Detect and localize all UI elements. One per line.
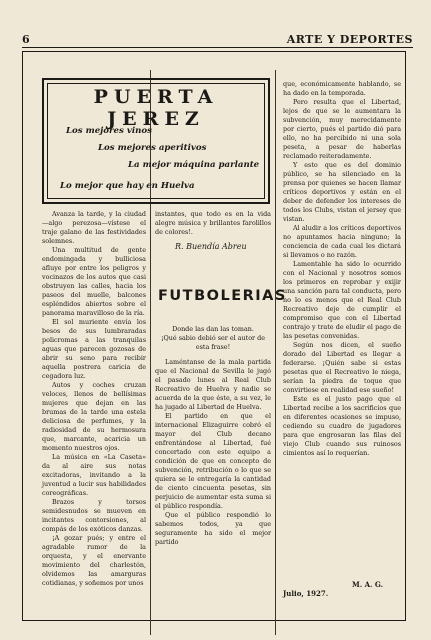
header-rule bbox=[22, 47, 413, 48]
intro-line: Donde las dan las toman. bbox=[172, 325, 254, 333]
page-number: 6 bbox=[22, 33, 30, 46]
right-column-article bbox=[283, 80, 401, 458]
paragraph: que, económicamente hablando, se ha dado en la temporada. bbox=[283, 80, 401, 97]
paragraph: ¡A gozar pués; y entre el agradable rumor de la orquesta, y el enervante movimiento del charlestón, olvidemos las amarguras cotidianas, y soñemos por unos bbox=[42, 534, 146, 587]
paragraph: Laméntanse de la mala partida que el Nacional de Sevilla le jugó el pasado lunes al Real Club Recreativo de Huelva y nadie se acuerda de la que éste, a su vez, le ha jugado al Libertad de Huelva. bbox=[155, 358, 271, 411]
paragraph: El sol muriente envía los besos de sus lumbraradas policromas a las tranquilas aguas que parecen gozosas de abrir su seno para recibir aquella postrera caricia de cegadora luz. bbox=[42, 318, 146, 380]
ad-line-3: La mejor máquina parlante bbox=[128, 160, 260, 170]
ad-line-2: Los mejores aperitivos bbox=[98, 143, 207, 153]
ad-line-1: Los mejores vinos bbox=[66, 126, 152, 136]
paragraph: El partido en que el internacional Elizaguirre cobró el mayor del Club decano enfrentándose al Libertad, fué concertado con este equipo a condición de que en concepto de subvención, retribución o lo que se quiera se le entregaría la cantidad de ciento cincuenta pesetas, sin perjuicio de aumentar esta suma si el público respondía. bbox=[155, 412, 271, 510]
paragraph: Que el público respondió lo sabemos todos, ya que seguramente ha sido el mejor partido bbox=[155, 511, 271, 546]
paragraph: Avanza la tarde, y la ciudad—algo perezosa—vístese el traje galano de las festividades solemnes. bbox=[42, 210, 146, 245]
author-signature: R. Buendía Abreu bbox=[175, 242, 247, 251]
paragraph: instantes, que todo es en la vida alegre música y brillantes farolillos de colores!. bbox=[155, 210, 271, 236]
running-head: ARTE Y DEPORTES bbox=[286, 33, 413, 46]
article-signature: M. A. G. bbox=[352, 580, 384, 589]
futbolerias-title: FUTBOLERIAS bbox=[158, 288, 287, 304]
paragraph: Y esto que es del dominio público, se ha silenciado en la prensa por quienes se hacen llamar críticos deportivos y están en el deber de defender los intereses de todos los Clubs, vistan el jersey que vistan. bbox=[283, 161, 401, 223]
paragraph: Al aludir a los críticos deportivos no apuntamos hacia ninguno; la conciencia de cada cual les dictará si llevamos o no razón. bbox=[283, 224, 401, 259]
paragraph: Según nos dicen, el sueño dorado del Libertad es llegar a federarse. ¡Quién sabe si estas pesetas que el Recreativo le niega, serían la piedra de toque que convirtiese en realidad ese sueño! bbox=[283, 341, 401, 394]
paragraph: Pero resulta que el Libertad, lejos de que se le aumentara la subvención, muy merecidamente por cierto, pués el partido dió para ello, no ha percibido ni una sola peseta, a pesar de haberlas reclamado reiteradamente. bbox=[283, 98, 401, 160]
futbolerias-article bbox=[155, 325, 271, 547]
paragraph: Brazos y torsos semidesnudos se mueven en incitantes contorsiones, al compás de los exóticos danzas. bbox=[42, 498, 146, 533]
paragraph: Lamentable ha sido lo ocurrido con el Nacional y nosotros somos los primeros en reprobar y exijir una sanción para tal conducta, pero no lo es menos que el Real Club Recreativo deje de cumplir el compromiso que con el Libertad contrajo y trate de eludir el pago de las pesetas convenidas. bbox=[283, 260, 401, 340]
ad-title: PUERTA JEREZ bbox=[93, 86, 219, 130]
advertisement-puerta-jerez bbox=[42, 78, 270, 204]
ad-line-4: Lo mejor que hay en Huelva bbox=[60, 181, 195, 191]
paragraph: La música en «La Caseta» da al aire sus notas excitadoras, invitando a la juventud a lucir sus habilidades coreográficas. bbox=[42, 453, 146, 497]
column-rule-right bbox=[275, 70, 276, 635]
paragraph: Una multitud de gente endomingada y bulliciosa afluye por entre los peligros y vocinazos de los autos que casi obstruyen las calles, hacia los paseos del muelle, balcones espléndidos abiertos sobre el panorama maravilloso de la ría. bbox=[42, 246, 146, 317]
article-date: Julio, 1927. bbox=[283, 589, 329, 598]
paragraph: Este es el justo pago que el Libertad recibe a los sacrificios que en diferentes ocasiones se impuso, cediendo su cuadro de jugadores para que engrosaran las filas del viejo Club cuando sus ruinosos cimientos así lo requerían. bbox=[283, 395, 401, 457]
middle-column-continuation bbox=[155, 210, 271, 237]
intro-line: ¡Qué sabio debió ser el autor de esta frase! bbox=[160, 334, 266, 351]
left-column-article bbox=[42, 210, 146, 588]
paragraph: Autos y coches cruzan veloces, llenos de bellísimas mujeres que dejan en las brumas de la tarde una estela deliciosa de perfumes, y la radiosidad de su hermosura que, marcante, acaricia un momento nuestros ojos. bbox=[42, 381, 146, 452]
